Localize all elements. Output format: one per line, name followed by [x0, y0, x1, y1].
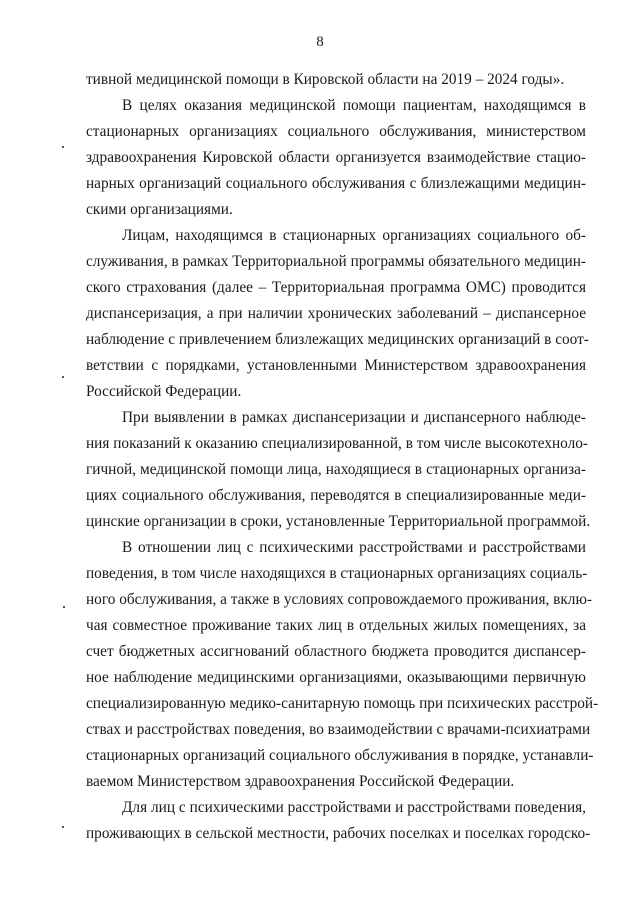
text-line: чая совместное проживание таких лиц в отдельных жилых помещениях, за [86, 617, 586, 634]
text-line: циях социального обслуживания, переводятся в специализированные меди- [86, 487, 586, 504]
scan-speck [62, 376, 64, 378]
scan-speck [62, 826, 64, 828]
text-line: поведения, в том числе находящихся в стационарных организациях социаль- [86, 565, 588, 582]
text-line: ного обслуживания, а также в условиях сопровождаемого проживания, вклю- [86, 591, 592, 608]
text-line: стационарных организаций социального обслуживания в порядке, устанавли- [86, 747, 594, 764]
text-line: нарных организаций социального обслуживания с близлежащими медицин- [86, 175, 586, 192]
text-line: Российской Федерации. [86, 383, 242, 400]
text-line: ное наблюдение медицинскими организациями, оказывающими первичную [86, 669, 586, 686]
page-number: 8 [316, 34, 324, 50]
text-line: ваемом Министерством здравоохранения Российской Федерации. [86, 773, 515, 790]
text-line: проживающих в сельской местности, рабочих поселках и поселках городско- [86, 825, 591, 842]
scan-speck [62, 146, 64, 148]
text-line: ния показаний к оказанию специализированной, в том числе высокотехноло- [86, 435, 588, 452]
text-line: Для лиц с психическими расстройствами и расстройствами поведения, [122, 799, 586, 816]
text-line: В отношении лиц с психическими расстройствами и расстройствами [122, 539, 586, 556]
text-line: специализированную медико-санитарную помощь при психических расстрой- [86, 695, 599, 712]
text-line: скими организациями. [86, 201, 233, 218]
text-line: ского страхования (далее – Территориальная программа ОМС) проводится [86, 279, 586, 296]
text-line: При выявлении в рамках диспансеризации и диспансерного наблюде- [122, 409, 586, 426]
text-line: гичной, медицинской помощи лица, находящиеся в стационарных организа- [86, 461, 586, 478]
text-line: ствах и расстройствах поведения, во взаимодействии с врачами-психиатрами [86, 721, 591, 738]
text-line: служивания, в рамках Территориальной программы обязательного медицин- [86, 253, 586, 270]
text-line: счет бюджетных ассигнований областного бюджета проводится диспансер- [86, 643, 586, 660]
text-line: В целях оказания медицинской помощи пациентам, находящимся в [122, 97, 586, 114]
text-line: ветствии с порядками, установленными Министерством здравоохранения [86, 357, 586, 374]
text-line: тивной медицинской помощи в Кировской области на 2019 – 2024 годы». [86, 71, 565, 88]
text-line: здравоохранения Кировской области организуется взаимодействие стацио- [86, 149, 586, 166]
scan-speck [63, 606, 65, 608]
text-line: стационарных организациях социального обслуживания, министерством [86, 123, 586, 140]
text-line: цинские организации в сроки, установленные Территориальной программой. [86, 513, 591, 530]
text-line: Лицам, находящимся в стационарных организациях социального об- [122, 227, 586, 244]
text-line: диспансеризация, а при наличии хронических заболеваний – диспансерное [86, 305, 586, 322]
text-line: наблюдение с привлечением близлежащих медицинских организаций в соот- [86, 331, 589, 348]
